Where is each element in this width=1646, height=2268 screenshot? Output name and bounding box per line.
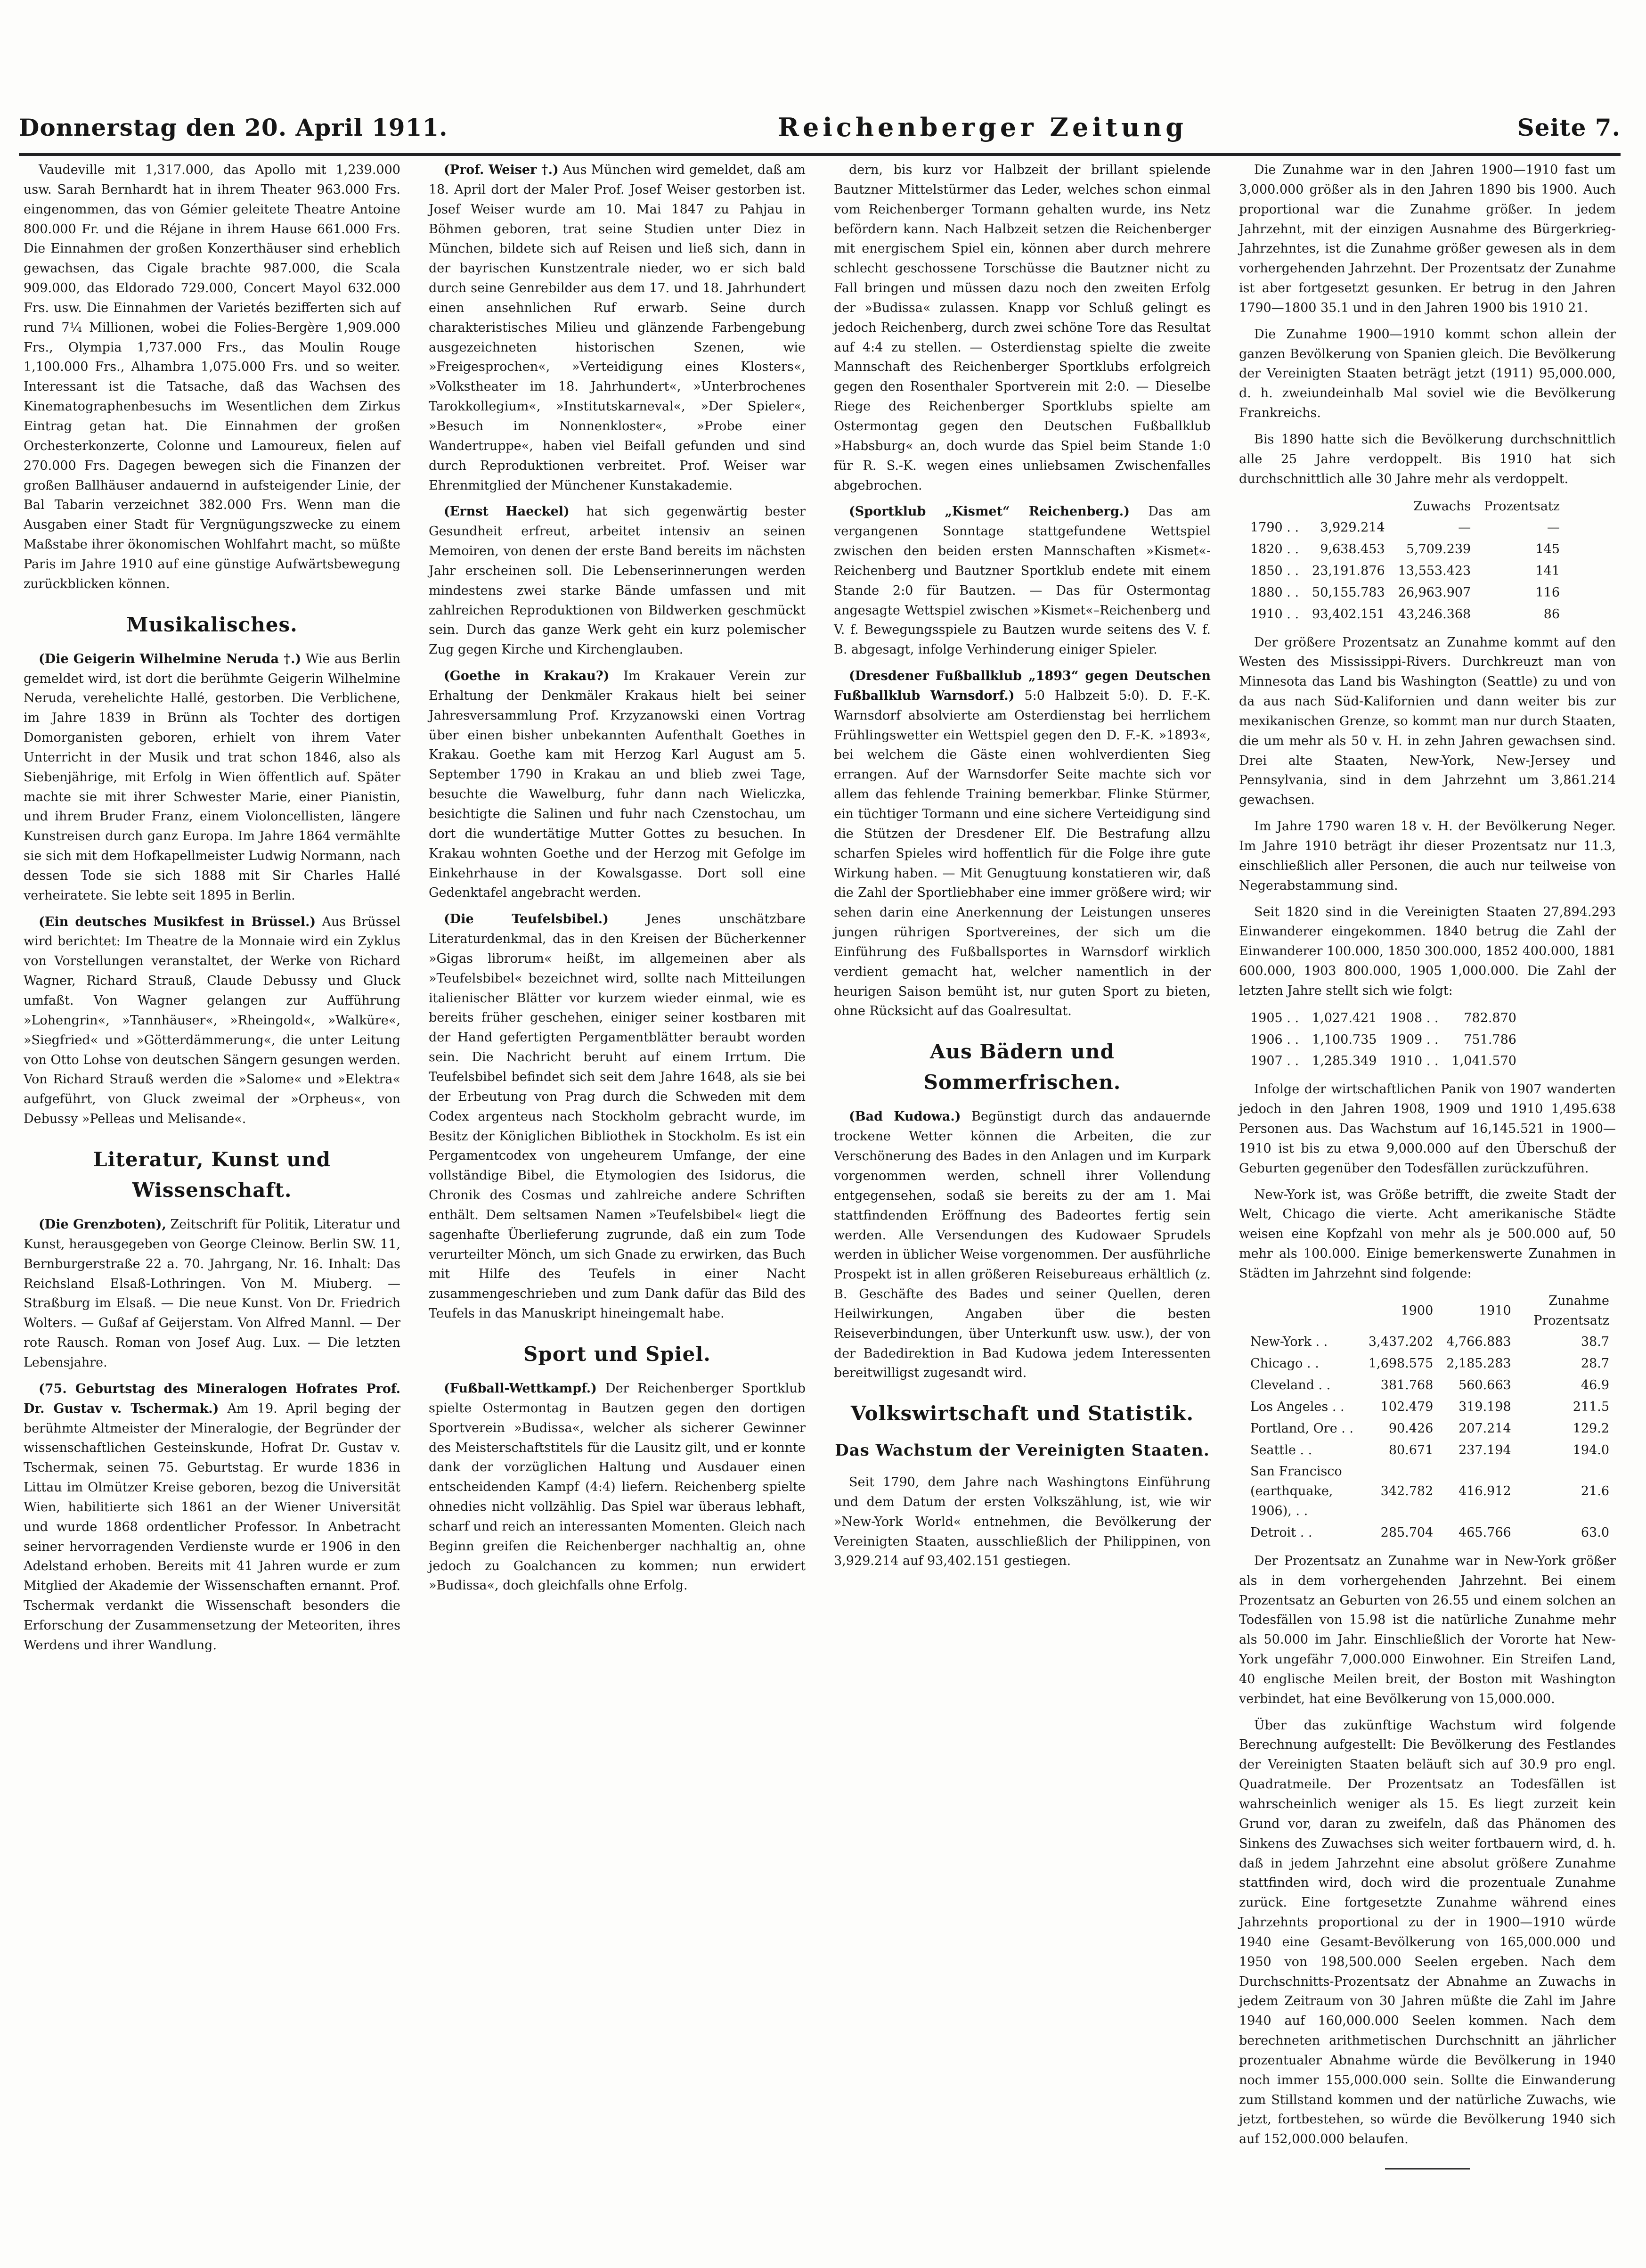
table-cell: 1820 . .: [1250, 542, 1299, 557]
article-goethe-krakau: [429, 666, 806, 903]
article-body: Aus Brüssel wird berichtet: Im Theatre de la Monnaie wird ein Zyklus von Vorstellungen veranstaltet, der Werke von Richard Wagner, Richard Strauß, Claude Debussy und Gluck umfaßt. Von Wagner gelangen zur Aufführung »Lohengrin«, »Tannhäuser«, »Rheingold«, »Walküre«, »Siegfried« und »Götterdämmerung«, die unter Leitung von Otto Lohse von deutschen Sängern gesungen werden. Von Richard Strauß werden die »Salome« und »Elektra« aufgeführt, von Gluck zweimal der »Orpheus«, von Debussy »Pelleas und Melisande«.: [24, 914, 400, 1127]
table-cell: Seattle . .: [1250, 1442, 1312, 1457]
table-cell: 1880 . .: [1250, 585, 1299, 600]
article-tschermak: [24, 1379, 400, 1655]
paragraph-spanien: Die Zunahme 1900—1910 kommt schon allein der ganzen Bevölkerung von Spanien gleich. Die Bevölkerung der Vereinigten Staaten beträgt jetzt (1911) 95,000.000, d. h. zweiundeinhalb Mal soviel wie die Bevölkerung Frankreichs.: [1239, 327, 1616, 421]
paragraph-staedte: New-York ist, was Größe betrifft, die zweite Stadt der Welt, Chicago die vierte. Acht amerikanische Städte weisen eine Kopfzahl von mehr als je 500.000 auf, 50 mehr als 100.000. Einige bemerkenswerte Zunahmen in Städten im Jahrzehnt sind folgende:: [1239, 1187, 1616, 1281]
article-neruda: [24, 649, 400, 906]
table-row: [1244, 604, 1566, 625]
table-row: [1244, 582, 1566, 604]
table-cell: Cleveland . .: [1250, 1378, 1331, 1393]
table-cell: 1,698.575: [1368, 1356, 1434, 1371]
article-grenzboten: [24, 1215, 400, 1373]
newspaper-title: Reichenberger Zeitung: [778, 112, 1188, 142]
table-cell: 129.2: [1573, 1421, 1609, 1436]
article-heading-wachstum: Das Wachstum der Vereinigten Staaten.: [835, 1441, 1210, 1460]
table-cell: 5,709.239: [1406, 542, 1471, 557]
column-1: [19, 160, 405, 2234]
table-cell: Portland, Ore . .: [1250, 1421, 1354, 1436]
page-number: Seite 7.: [1517, 113, 1621, 141]
table-cell: 2,185.283: [1446, 1356, 1511, 1371]
article-body: Begünstigt durch das andauernde trockene Wetter können die Arbeiten, die zur Verschönerung des Bades in den Anlagen und im Kurpark vorgenommen werden, schnell ihrer Vollendung entgegensehen, sodaß sie bereits zu der am 1. Mai stattfindenden Eröffnung des Badeortes fertig sein werden. Alle Versendungen des Kudowaer Sprudels werden in üblicher Weise vorgenommen. Der ausführliche Prospekt ist in allen größeren Reisebureaus erhältlich (z. B. Geschäfte des Bades und seiner Quellen, deren Heilwirkungen, Angaben über die besten Reiseverbindungen, über Unterkunft usw. usw.), der von der Badedirektion in Bad Kudowa jedem Interessenten bereitwilligst zugesandt wird.: [834, 1109, 1211, 1381]
paragraph-einwanderer: Seit 1820 sind in die Vereinigten Staaten 27,894.293 Einwanderer eingekommen. 1840 betrug die Zahl der Einwanderer 100.000, 1850 300.000, 1852 400.000, 1881 600.000, 1903 800.000, 1905 1,000.000. Die Zahl der letzten Jahre stellt sich wie folgt:: [1239, 904, 1616, 998]
table-cell: 416.912: [1459, 1484, 1511, 1499]
table-cell: 1906 . .: [1250, 1032, 1299, 1047]
table-header-cell: 1900: [1401, 1303, 1434, 1318]
table-header-cell: [1305, 496, 1392, 517]
cities-table: [1244, 1290, 1616, 1544]
table-row: [1244, 1418, 1616, 1440]
population-table: [1244, 496, 1566, 625]
article-kudowa: [834, 1107, 1211, 1383]
table-cell: 1,027.421: [1312, 1010, 1377, 1025]
table-cell: Los Angeles . .: [1250, 1399, 1345, 1414]
table-cell: 560.663: [1459, 1378, 1511, 1393]
page-header: [19, 108, 1621, 146]
paragraph-zukunft: Über das zukünftige Wachstum wird folgende Berechnung aufgestellt: Die Bevölkerung des Festlandes der Vereinigten Staaten beläuft sich auf 30.9 pro engl. Quadratmeile. Der Prozentsatz an Todesfällen ist wahrscheinlich weniger als 15. Es liegt zurzeit kein Grund vor, daran zu zweifeln, daß das Phänomen des Sinkens des Zuwachses sich weiter fortbauern wird, d. h. daß in jedem Jahrzehnt eine absolut größere Zunahme stattfinden wird, doch wird die prozentuale Zunahme zurück. Eine fortgesetzte Zunahme während eines Jahrzehnts proportional zu der in 1900—1910 würde 1940 eine Gesamt-Bevölkerung von 165,000.000 und 1950 von 198,500.000 Seelen ergeben. Nach dem Durchschnitts-Prozentsatz der Abnahme an Zuwachs in jedem Zeitraum von 30 Jahren müßte die Zahl im Jahre 1940 auf 160,000.000 Seelen kommen. Nach dem berechneten arithmetischen Durchschnitt an jährlicher prozentualer Abnahme würde die Bevölkerung in 1940 noch immer 155,000.000 sein. Sollte die Einwanderung zum Stillstand kommen und der natürliche Zuwachs, wie jetzt, fortbestehen, so würde die Bevölkerung 1940 sich auf 152,000.000 belaufen.: [1239, 1718, 1616, 2147]
table-cell: 465.766: [1459, 1525, 1511, 1540]
table-cell: 1850 . .: [1250, 564, 1299, 579]
table-row: [1244, 1050, 1523, 1072]
section-heading-baeder: Aus Bädern und Sommerfrischen.: [923, 1040, 1121, 1094]
column-2: [424, 160, 810, 2234]
table-row: [1244, 1353, 1616, 1375]
article-body: Das am vergangenen Sonntage stattgefundene Wettspiel zwischen den beiden ersten Mannschaften »Kismet«-Reichenberg und Bautzner Sportklub endete mit einem Stande 2:0 für Bautzen. — Das für Ostermontag angesagte Wettspiel zwischen »Kismet«–Reichenberg und V. f. Bewegungsspiele zu Bautzen wurde seitens des V. f. B. abgesagt, infolge Verhinderung einiger Spieler.: [834, 504, 1211, 657]
table-cell: 285.704: [1380, 1525, 1434, 1540]
table-header-cell: Prozentsatz: [1484, 499, 1560, 514]
article-lead: (Fußball-Wettkampf.): [444, 1381, 597, 1396]
table-cell: Chicago . .: [1250, 1356, 1319, 1371]
paragraph-panik: Infolge der wirtschaftlichen Panik von 1907 wanderten jedoch in den Jahren 1908, 1909 und 1910 1,495.638 Personen aus. Das Wachstum auf 16,145.521 in 1900—1910 ist bis zu etwa 9,000.000 auf den Überschuß der Geburten gegenüber den Todesfällen zurückzuführen.: [1239, 1082, 1616, 1176]
table-cell: 3,437.202: [1368, 1335, 1434, 1350]
table-cell: 28.7: [1581, 1356, 1609, 1371]
article-teufelsbibel: [429, 909, 806, 1324]
paragraph-neger: Im Jahre 1790 waren 18 v. H. der Bevölkerung Neger. Im Jahre 1910 beträgt ihr dieser Prozentsatz nur 11.3, einschließlich aller Personen, die auch nur teilweise von Negerabstammung sind.: [1239, 819, 1616, 893]
table-cell: 43,246.368: [1398, 606, 1471, 622]
article-lead: (Die Teufelsbibel.): [444, 912, 609, 927]
table-cell: 3,929.214: [1320, 520, 1385, 535]
table-cell: San Francisco (earthquake, 1906), . .: [1250, 1464, 1342, 1519]
article-body: Zeitschrift für Politik, Literatur und Kunst, herausgegeben von George Cleinow. Berlin SW. 11, Bernburgerstraße 22 a. 70. Jahrgang, Nr. 16. Inhalt: Das Reichsland Elsaß-Lothringen. Von M. Miuberg. — Straßburg im Elsaß. — Die neue Kunst. Von Dr. Friedrich Wolters. — Gußaf af Geijerstam. Von Alfred Mannl. — Der rote Rausch. Roman von Josef Aug. Lux. — Die letzten Lebensjahre.: [24, 1217, 400, 1370]
column-3: [829, 160, 1215, 2234]
article-wachstum-intro: Seit 1790, dem Jahre nach Washingtons Einführung und dem Datum der ersten Volkszählung, ist, wie wir »New-York World« entnehmen, die Bevölkerung der Vereinigten Staaten, ausschließlich der Philippinen, von 3,929.214 auf 93,402.151 gestiegen.: [834, 1475, 1211, 1569]
table-row: [1244, 1331, 1616, 1353]
article-weiser: [429, 160, 806, 495]
table-cell: 38.7: [1581, 1335, 1609, 1350]
table-cell: 86: [1543, 606, 1560, 622]
paragraph-westen: Der größere Prozentsatz an Zunahme kommt auf den Westen des Mississippi-Rivers. Durchkreuzt man von Minnesota das Land bis Washington (Seattle) zu und von da aus nach Süd-Kalifornien und dann weiter bis zur mexikanischen Grenze, so kommt man nur durch Staaten, die um mehr als 50 v. H. in zehn Jahren gewachsen sind. Drei alte Staaten, New-York, New-Jersey und Pennsylvania, sind in dem Jahrzehnt um 3,861.214 gewachsen.: [1239, 635, 1616, 808]
table-cell: 13,553.423: [1398, 564, 1471, 579]
article-dresden-warnsdorf: [834, 666, 1211, 1021]
article-lead: (Die Geigerin Wilhelmine Neruda †.): [39, 651, 301, 666]
table-cell: 141: [1535, 564, 1560, 579]
table-cell: Detroit . .: [1250, 1525, 1312, 1540]
table-cell: 751.786: [1464, 1032, 1516, 1047]
table-row: [1244, 1375, 1616, 1396]
header-rule: [19, 153, 1621, 156]
article-lead: (75. Geburtstag des Mineralogen Hofrates Prof. Dr. Gustav v. Tschermak.): [24, 1381, 400, 1416]
table-row: [1244, 1029, 1523, 1051]
table-cell: 1910 . .: [1250, 606, 1299, 622]
table-header-cell: 1910: [1479, 1303, 1511, 1318]
article-body: Am 19. April beging der berühmte Altmeister der Mineralogie, der Begründer der wissenschaftlichen Gesteinskunde, Hofrat Dr. Gustav v. Tschermak, seinen 75. Geburtstag. Er wurde 1836 in Littau im Olmützer Kreise geboren, bezog die Universität Wien, habilitierte sich 1861 an der Wiener Universität und wurde 1868 ordentlicher Professor. In Anbetracht seiner hervorragenden Verdienste wurde er 1906 in den Adelstand erhoben. Bereits mit 41 Jahren wurde er zum Mitglied der Akademie der Wissenschaften ernannt. Prof. Tschermak verdankt die Wissenschaft besonders die Erforschung der Zusammensetzung der Meteoriten, ihres Werdens und ihrer Wandlung.: [24, 1401, 400, 1653]
table-cell: 145: [1535, 542, 1560, 557]
table-header-cell: [1244, 1290, 1362, 1332]
article-body: Der Reichenberger Sportklub spielte Ostermontag in Bautzen gegen den dortigen Sportverein »Budissa«, welcher als sicherer Gewinner des Meisterschaftstitels für die Lausitz gilt, und er konnte dank der vorzüglichen Haltung und Ausdauer einen entscheidenden Kampf (4:4) liefern. Reichenberg spielte ohnedies nicht vollzählig. Das Spiel war überaus lebhaft, scharf und reich an interessanten Momenten. Gleich nach Beginn greifen die Reichenberger nachhaltig an, ohne jedoch zu Goalchancen zu kommen; nun erwidert »Budissa«, doch gleichfalls ohne Erfolg.: [429, 1381, 806, 1593]
table-row: [1244, 1440, 1616, 1461]
table-row: [1244, 1396, 1616, 1418]
paragraph-zunahme: Die Zunahme war in den Jahren 1900—1910 fast um 3,000.000 größer als in den Jahren 1890 bis 1900. Auch proportional war die Zunahme größer. In jedem Jahrzehnt, mit der einzigen Ausnahme des Bürgerkrieg-Jahrzehntes, ist die Zunahme größer gewesen als in dem vorhergehenden Jahrzehnt. Der Prozentsatz der Zunahme ist aber fortgesetzt gesunken. Er betrug in den Jahren 1790—1800 35.1 und in den Jahren 1900 bis 1910 21.: [1239, 163, 1616, 315]
article-lead: (Goethe in Krakau?): [444, 669, 610, 684]
article-fussball-continued: dern, bis kurz vor Halbzeit der brillant spielende Bautzner Mittelstürmer das Leder, welches schon einmal vom Reichenberger Tormann gehalten wurde, ins Netz befördern kann. Nach Halbzeit setzen die Reichenberger mit energischem Spiel ein, können aber durch mehrere schlecht geschossene Torschüsse die Bautzner nicht zu Fall bringen und müssen dazu noch den zweiten Erfolg der »Budissa« zulassen. Knapp vor Schluß gelingt es jedoch Reichenberg, durch zwei schöne Tore das Resultat auf 4:4 zu stellen. — Osterdienstag spielte die zweite Mannschaft des Reichenberger Sportklubs erfolgreich gegen den Rosenthaler Sportverein mit 2:0. — Dieselbe Riege des Reichenberger Sportklubs spielte am Ostermontag gegen den Deutschen Fußballklub »Habsburg« an, doch wurde das Spiel beim Stande 1:0 für R. S.-K. wegen eines unliebsamen Zwischenfalles abgebrochen.: [834, 163, 1211, 493]
table-cell: 1,285.349: [1312, 1054, 1377, 1069]
table-cell: 46.9: [1581, 1378, 1609, 1393]
table-cell: 90.426: [1388, 1421, 1434, 1436]
table-cell: 319.198: [1459, 1399, 1511, 1414]
table-cell: 211.5: [1573, 1399, 1609, 1414]
table-row: [1244, 560, 1566, 582]
article-fussball: [429, 1379, 806, 1596]
table-header-cell: [1244, 496, 1305, 517]
table-cell: 1,041.570: [1451, 1054, 1516, 1069]
article-columns: [19, 160, 1621, 2234]
table-cell: 1790 . .: [1250, 520, 1299, 535]
table-row: [1244, 539, 1566, 560]
article-lead: (Ernst Haeckel): [444, 504, 570, 519]
table-cell: 50,155.783: [1312, 585, 1385, 600]
article-body: Wie aus Berlin gemeldet wird, ist dort die berühmte Geigerin Wilhelmine Neruda, verehelichte Hallé, gestorben. Die Verblichene, im Jahre 1839 in Brünn als Tochter des dortigen Domorganisten geboren, erhielt von ihrem Vater Unterricht in der Musik und trat schon 1846, also als Siebenjährige, mit Erfolg in Wien öffentlich auf. Später machte sie mit ihrer Schwester Marie, einer Pianistin, und ihrem Bruder Franz, einem Violoncellisten, längere Kunstreisen durch ganz Europa. Im Jahre 1864 vermählte sie sich mit dem Hofkapellmeister Ludwig Normann, nach dessen Tode sie sich 1888 mit Sir Charles Hallé verheiratete. Sie lebte seit 1895 in Berlin.: [24, 651, 400, 903]
article-kismet: [834, 502, 1211, 660]
table-cell: New-York . .: [1250, 1335, 1328, 1350]
table-cell: 1908 . .: [1390, 1010, 1439, 1025]
paragraph-new-york: Der Prozentsatz an Zunahme war in New-York größer als in dem vorhergehenden Jahrzehnt. Bei einem Prozentsatz an Geburten von 26.55 und einem solchen an Todesfällen von 15.98 ist die natürliche Zunahme mehr als 50.000 im Jahr. Einschließlich der Vororte hat New-York ungefähr 7,000.000 Einwohner. Ein Streifen Land, 40 englische Meilen breit, der Boston mit Washington verbindet, hat eine Bevölkerung von 15,000.000.: [1239, 1553, 1616, 1706]
article-paris-theaters: Vaudeville mit 1,317.000, das Apollo mit 1,239.000 usw. Sarah Bernhardt hat in ihrem Theater 963.000 Frs. eingenommen, das von Gémier geleitete Theatre Antoine 800.000 Fr. und die Réjane in ihrem Hause 661.000 Frs. Die Einnahmen der großen Konzerthäuser sind erheblich gewachsen, das Cigale brachte 987.000, die Scala 909.000, das Eldorado 729.000, Concert Mayol 632.000 Frs. usw. Die Einnahmen der Varietés bezifferten sich auf rund 7¼ Millionen, wobei die Folies-Bergère 1,909.000 Frs., Olympia 1,737.000 Frs., das Moulin Rouge 1,100.000 Frs., Alhambra 1,075.000 Frs. und so weiter. Interessant ist die Tatsache, daß das Wachsen des Kinematographenbesuchs im Wesentlichen dem Zirkus Eintrag getan hat. Die Einnahmen der großen Orchesterkonzerte, Colonne und Lamoureux, fielen auf 270.000 Frs. Dagegen bewegen sich die Finanzen der großen Ballhäuser andauernd in aufsteigender Linie, der Bal Tabarin verzeichnet 382.000 Frs. Wenn man die Ausgaben einer Stadt für Vergnügungszwecke zu einem Maßstabe ihrer ökonomischen Wohlfahrt macht, so müßte Paris im Jahre 1910 auf eine günstige Aufwärtsbewegung zurückblicken können.: [24, 163, 400, 591]
article-body: Jenes unschätzbare Literaturdenkmal, das in den Kreisen der Bücherkenner »Gigas librorum« heißt, im allgemeinen aber als »Teufelsbibel« bezeichnet wird, sollte nach Mitteilungen italienischer Blätter vor kurzem wieder einmal, wie es bereits früher geschehen, einiger seiner kostbaren mit der Hand gefertigten Pergamentblätter beraubt worden sein. Die Nachricht beruht auf einem Irrtum. Die Teufelsbibel befindet sich seit dem Jahre 1648, als sie bei der Erbeutung von Prag durch die Schweden mit dem Codex argenteus nach Stockholm gebracht wurde, im Besitz der Königlichen Bibliothek in Stockholm. Es ist ein Pergamentcodex von ungeheurem Umfange, der eine vollständige Bibel, die Etymologien des Isidorus, die Chronik des Cosmas und zahlreiche andere Schriften enthält. Dem seltsamen Namen »Teufelsbibel« liegt die sagenhafte Überlieferung zugrunde, daß ein zum Tode verurteilter Mönch, um sich Gnade zu erwirken, das Buch mit Hilfe des Teufels in einer Nacht zusammengeschrieben und zum Dank dafür das Bild des Teufels in das Manuskript hineingemalt habe.: [429, 912, 806, 1321]
table-row: [1244, 1461, 1616, 1522]
section-heading-literature: Literatur, Kunst und Wissenschaft.: [93, 1147, 331, 1202]
table-cell: 1905 . .: [1250, 1010, 1299, 1025]
table-cell: 194.0: [1573, 1442, 1609, 1457]
table-cell: —: [1458, 520, 1471, 535]
table-cell: 102.479: [1380, 1399, 1434, 1414]
article-lead: (Dresdener Fußballklub „1893“ gegen Deutschen Fußballklub Warnsdorf.): [834, 669, 1211, 703]
issue-date: Donnerstag den 20. April 1911.: [19, 113, 448, 141]
table-header-cell: Zunahme Prozentsatz: [1533, 1293, 1609, 1328]
article-body: 5:0 Halbzeit 5:0). D. F.-K. Warnsdorf absolvierte am Osterdienstag bei herrlichem Frühlingswetter ein Wettspiel gegen den D. F.-K. »1893«, bei welchem die Gäste einen wohlverdienten Sieg errangen. Auf der Warnsdorfer Seite machte sich vor allem das fehlende Training bemerkbar. Flinke Stürmer, ein tüchtiger Tormann und eine sichere Verteidigung sind die Stützen der Dresdener Elf. Die Bestrafung allzu scharfen Spieles wird hoffentlich für die Folge ihre gute Wirkung haben. — Mit Genugtuung konstatieren wir, daß die Zahl der Sportliebhaber eine immer größere wird; wir sehen darin eine Anerkennung der Leistungen unseres jungen rührigen Sportvereines, der sich um die Einführung des Fußballsportes in Warnsdorf wirklich verdient gemacht hat, welcher namentlich in der heurigen Saison bemüht ist, nur guten Sport zu bieten, ohne Rücksicht auf das Goalresultat.: [834, 688, 1211, 1019]
table-cell: 63.0: [1581, 1525, 1609, 1540]
table-cell: 782.870: [1464, 1010, 1516, 1025]
table-cell: —: [1547, 520, 1560, 535]
table-row: [1244, 1522, 1616, 1544]
article-lead: (Die Grenzboten),: [39, 1217, 166, 1232]
section-heading-music: Musikalisches.: [126, 613, 298, 636]
section-heading-sport: Sport und Spiel.: [523, 1342, 711, 1366]
table-header-cell: Zuwachs: [1413, 499, 1471, 514]
article-body: Im Krakauer Verein zur Erhaltung der Denkmäler Krakaus hielt bei seiner Jahresversammlung Prof. Krzyzanowski einen Vortrag über einen bisher unbekannten Aufenthalt Goethes in Krakau. Goethe kam mit Herzog Karl August am 5. September 1790 in Krakau an und blieb zwei Tage, besuchte die Wawelburg, fuhr dann nach Wieliczka, besichtigte die Salinen und fuhr nach Czenstochau, um dort die wundertätige Mutter Gottes zu besuchen. In Krakau wohnten Goethe und der Herzog mit Gefolge im Einkehrhause in der Kowalsgasse. Dort soll eine Gedenktafel angebracht werden.: [429, 669, 806, 901]
table-cell: 1907 . .: [1250, 1054, 1299, 1069]
article-body: hat sich gegenwärtig bester Gesundheit erfreut, arbeitet intensiv an seinen Memoiren, von denen der erste Band bereits im nächsten Jahr erscheinen soll. Die Lebenserinnerungen werden mindestens zwei starke Bände umfassen und mit zahlreichen Reproduktionen von Bildwerken geschmückt sein. Durch das ganze Werk geht ein kurz polemischer Zug gegen Kirche und Kirchenglauben.: [429, 504, 806, 657]
table-cell: 116: [1535, 585, 1560, 600]
end-rule: [1385, 2168, 1470, 2170]
table-cell: 381.768: [1380, 1378, 1434, 1393]
table-cell: 93,402.151: [1312, 606, 1385, 622]
table-cell: 1910 . .: [1390, 1054, 1439, 1069]
table-cell: 237.194: [1459, 1442, 1511, 1457]
table-cell: 342.782: [1380, 1484, 1434, 1499]
table-cell: 21.6: [1581, 1484, 1609, 1499]
section-heading-volkswirtschaft: Volkswirtschaft und Statistik.: [850, 1402, 1194, 1425]
paragraph-verdoppelt: Bis 1890 hatte sich die Bevölkerung durchschnittlich alle 25 Jahre verdoppelt. Bis 1910 hat sich durchschnittlich alle 30 Jahre mehr als verdoppelt.: [1239, 432, 1616, 486]
table-cell: 4,766.883: [1446, 1335, 1511, 1350]
article-lead: (Bad Kudowa.): [849, 1109, 961, 1124]
article-lead: (Prof. Weiser †.): [444, 163, 559, 177]
table-cell: 80.671: [1388, 1442, 1434, 1457]
article-musikfest: [24, 912, 400, 1129]
table-cell: 23,191.876: [1312, 564, 1385, 579]
article-lead: (Ein deutsches Musikfest in Brüssel.): [39, 914, 316, 929]
table-cell: 9,638.453: [1320, 542, 1385, 557]
article-haeckel: [429, 502, 806, 660]
table-cell: 1,100.735: [1312, 1032, 1377, 1047]
immigration-table: [1244, 1007, 1523, 1073]
table-cell: 207.214: [1459, 1421, 1511, 1436]
article-lead: (Sportklub „Kismet“ Reichenberg.): [849, 504, 1130, 519]
table-row: [1244, 1007, 1523, 1029]
table-cell: 1909 . .: [1390, 1032, 1439, 1047]
column-4: [1234, 160, 1621, 2234]
table-cell: 26,963.907: [1398, 585, 1471, 600]
article-body: Aus München wird gemeldet, daß am 18. April dort der Maler Prof. Josef Weiser gestorben ist. Josef Weiser wurde am 10. Mai 1847 zu Pahjau in Böhmen geboren, trat seine Studien unter Diez in München, bildete sich auf Reisen und ließ sich, dann in der bayrischen Kunstzentrale nieder, wo er sich bald durch seine Genrebilder aus dem 17. und 18. Jahrhundert einen ansehnlichen Ruf erwarb. Seine durch charakteristisches Milieu und glänzende Farbengebung ausgezeichneten historischen Szenen, wie »Freigesprochen«, »Verteidigung eines Klosters«, »Volkstheater im 18. Jahrhundert«, »Unterbrochenes Tarokkollegium«, »Institutskarneval«, »Der Spieler«, »Besuch im Nonnenkloster«, »Probe einer Wandertruppe«, haben viel Beifall gefunden und sind durch Reproduktionen verbreitet. Prof. Weiser war Ehrenmitglied der Münchener Kunstakademie.: [429, 163, 806, 493]
table-row: [1244, 517, 1566, 539]
